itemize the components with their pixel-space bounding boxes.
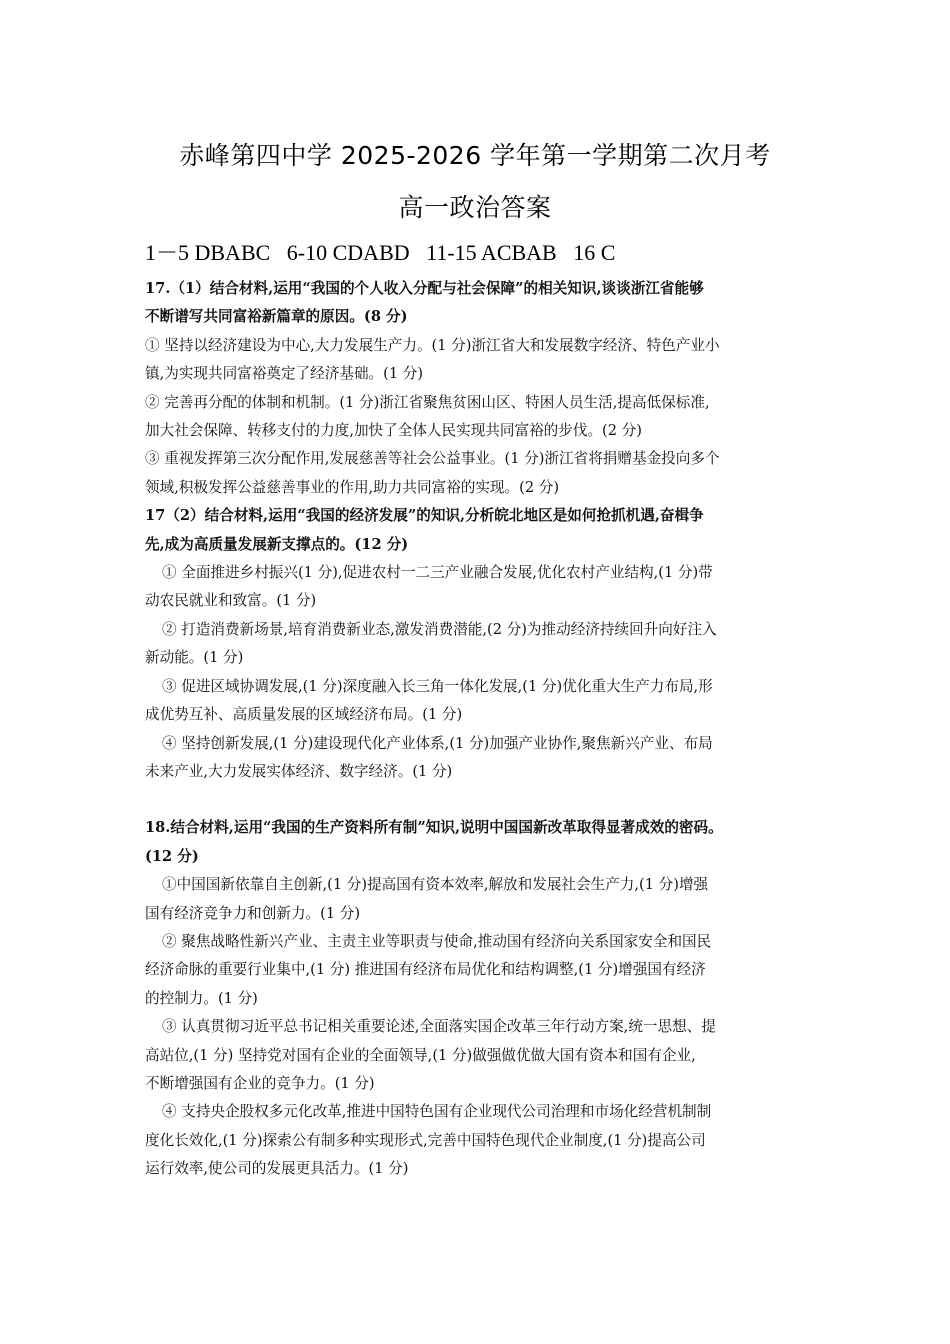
question-text: 17.（1）结合材料,运用“我国的个人收入分配与社会保障”的相关知识,谈谈浙江省能够 xyxy=(145,280,704,297)
question-18 xyxy=(145,814,810,1183)
answer-line: ④ 坚持创新发展,(1 分)建设现代化产业体系,(1 分)加强产业协作,聚焦新兴产业、布局 xyxy=(162,734,713,752)
answer-line: 加大社会保障、转移支付的力度,加快了全体人民实现共同富裕的步伐。(2 分) xyxy=(145,422,642,440)
answer-line: ① 坚持以经济建设为中心,大力发展生产力。(1 分)浙江省大和发展数字经济、特色产业小 xyxy=(145,336,720,354)
answer-line: 的控制力。(1 分) xyxy=(145,989,258,1007)
section-spacer xyxy=(145,786,810,814)
answer-line: ② 完善再分配的体制和机制。(1 分)浙江省聚焦贫困山区、特困人员生活,提高低保标准, xyxy=(145,393,710,411)
answer-line: 未来产业,大力发展实体经济、数字经济。(1 分) xyxy=(145,762,453,780)
answer-line: 动农民就业和致富。(1 分) xyxy=(145,592,317,610)
answer-line: 度化长效化,(1 分)探索公有制多种实现形式,完善中国特色现代企业制度,(1 分)提高公司 xyxy=(145,1131,706,1149)
answer-line: 镇,为实现共同富裕奠定了经济基础。(1 分) xyxy=(145,365,424,383)
answer-line: ③ 促进区域协调发展,(1 分)深度融入长三角一体化发展,(1 分)优化重大生产力布局,形 xyxy=(162,677,713,695)
answer-line: ①中国国新依靠自主创新,(1 分)提高国有资本效率,解放和发展社会生产力,(1 分)增强 xyxy=(162,876,709,894)
answer-line: 国有经济竞争力和创新力。(1 分) xyxy=(145,904,361,922)
answer-line: 成优势互补、高质量发展的区域经济布局。(1 分) xyxy=(145,706,463,724)
answer-content xyxy=(145,275,810,1184)
answer-line: 运行效率,使公司的发展更具活力。(1 分) xyxy=(145,1160,409,1178)
answer-line: 经济命脉的重要行业集中,(1 分) 推进国有经济布局优化和结构调整,(1 分)增强国有经济 xyxy=(145,961,706,979)
question-text: (12 分) xyxy=(145,847,199,865)
question-text: 17（2）结合材料,运用“我国的经济发展”的知识,分析皖北地区是如何抢抓机遇,奋楫争 xyxy=(145,507,704,525)
document-subtitle: 高一政治答案 xyxy=(398,193,552,222)
question-17-1 xyxy=(145,275,810,502)
answer-line: 不断增强国有企业的竞争力。(1 分) xyxy=(145,1074,375,1092)
answer-line: 领域,积极发挥公益慈善事业的作用,助力共同富裕的实现。(2 分) xyxy=(145,478,560,496)
answer-line: ② 打造消费新场景,培育消费新业态,激发消费潜能,(2 分)为推动经济持续回升向好注入 xyxy=(162,620,717,638)
answer-line: 高站位,(1 分) 坚持党对国有企业的全面领导,(1 分)做强做优做大国有资本和国有企业, xyxy=(145,1046,696,1064)
answer-line: 新动能。(1 分) xyxy=(145,649,244,667)
question-text: 18.结合材料,运用“我国的生产资料所有制”知识,说明中国国新改革取得显著成效的密码。 xyxy=(145,819,723,837)
answer-line: ③ 重视发挥第三次分配作用,发展慈善等社会公益事业。(1 分)浙江省将捐赠基金投向多个 xyxy=(145,450,720,468)
answer-line: ③ 认真贯彻习近平总书记相关重要论述,全面落实国企改革三年行动方案,统一思想、提 xyxy=(162,1018,716,1036)
answer-line: ④ 支持央企股权多元化改革,推进中国特色国有企业现代公司治理和市场化经营机制制 xyxy=(162,1103,712,1121)
question-text: 不断谱写共同富裕新篇章的原因。(8 分) xyxy=(145,308,408,326)
question-text: 先,成为高质量发展新支撑点的。(12 分) xyxy=(145,535,409,553)
question-17-2 xyxy=(145,502,810,786)
answer-line: ② 聚焦战略性新兴产业、主责主业等职责与使命,推动国有经济向关系国家安全和国民 xyxy=(162,932,712,950)
answer-line: ① 全面推进乡村振兴(1 分),促进农村一二三产业融合发展,优化农村产业结构,(1 分)带 xyxy=(162,564,713,582)
choice-answers: 1－5 DBABC 6-10 CDABD 11-15 ACBAB 16 C xyxy=(145,240,616,265)
document-title: 赤峰第四中学 2025-2026 学年第一学期第二次月考 xyxy=(179,141,771,170)
